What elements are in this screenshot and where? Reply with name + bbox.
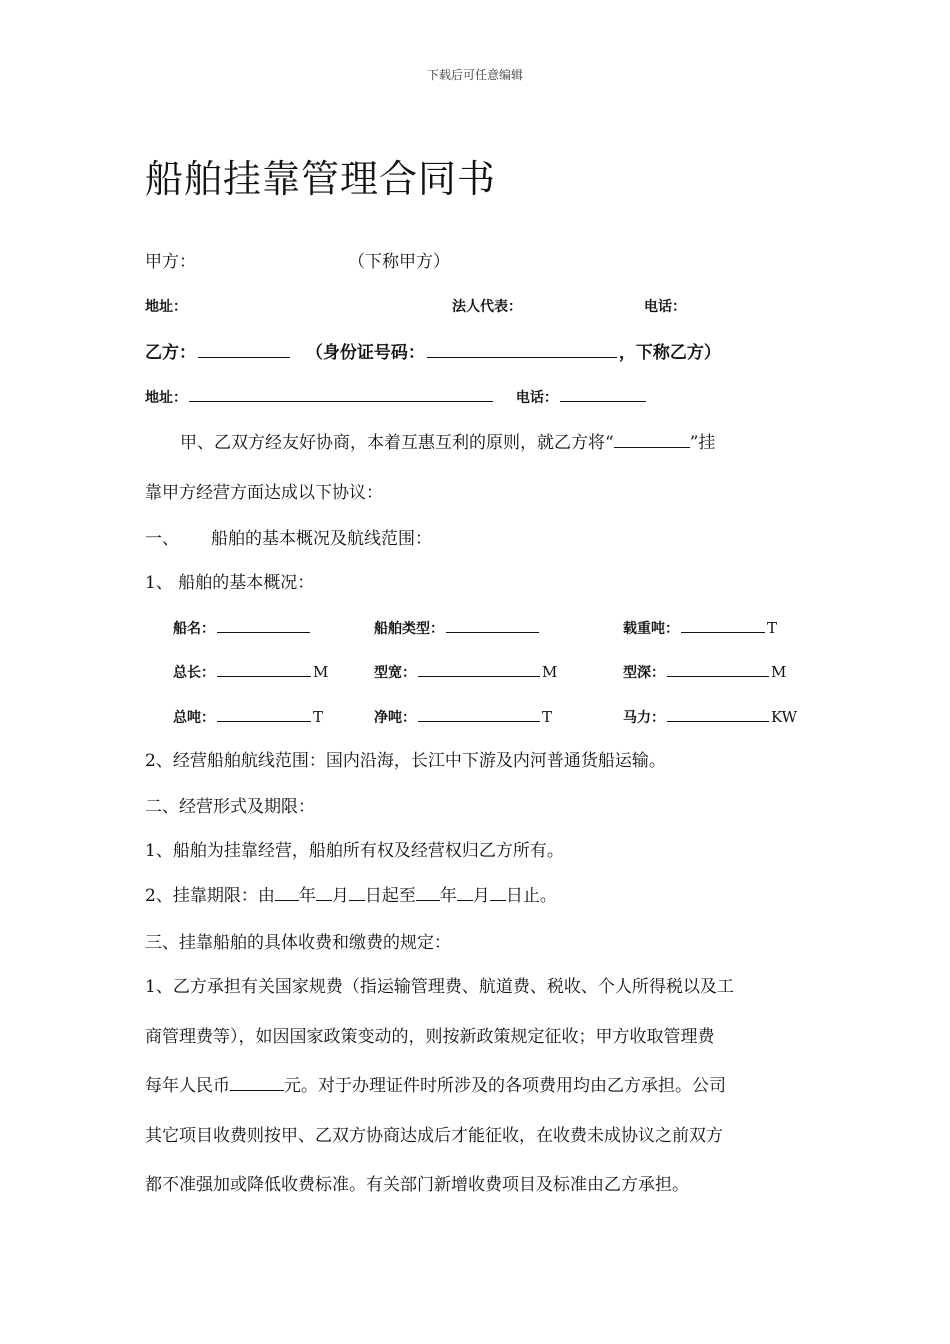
year-label: 年 xyxy=(298,886,316,906)
section3-line1: 1、乙方承担有关国家规费（指运输管理费、航道费、税收、个人所得税以及工 xyxy=(145,977,734,997)
section3-line2: 商管理费等），如因国家政策变动的，则按新政策规定征收；甲方收取管理费 xyxy=(145,1027,715,1047)
section1-heading-num: 一、 xyxy=(145,529,179,549)
ship-length-field xyxy=(173,660,328,682)
party-a-address-label: 地址： xyxy=(145,299,187,315)
ship-length-unit: M xyxy=(313,663,329,681)
ship-length-input[interactable] xyxy=(217,660,311,677)
party-b-id-field[interactable] xyxy=(427,341,617,358)
party-b-address-label: 地址： xyxy=(145,390,187,406)
ship-length-label: 总长： xyxy=(173,665,215,681)
ship-dwt-unit: T xyxy=(767,619,778,637)
party-a-phone-label: 电话： xyxy=(644,299,686,315)
ship-net-field xyxy=(374,705,552,727)
party-a-suffix: （下称甲方） xyxy=(348,252,450,272)
party-a-label: 甲方： xyxy=(145,252,196,272)
ship-gross-field xyxy=(173,705,323,727)
end-year-blank[interactable] xyxy=(416,884,440,901)
party-b-address-field[interactable] xyxy=(189,385,493,402)
ship-dwt-field xyxy=(623,616,777,638)
ship-dwt-input[interactable] xyxy=(681,616,765,633)
ship-net-label: 净吨： xyxy=(374,710,416,726)
ship-width-field xyxy=(374,660,557,682)
ship-depth-field xyxy=(623,660,786,682)
route-text: 2、经营船舶航线范围：国内沿海，长江中下游及内河普通货船运输。 xyxy=(145,751,666,771)
ship-name-input[interactable] xyxy=(217,616,310,633)
section1-heading: 船舶的基本概况及航线范围： xyxy=(211,529,432,549)
section1-item1: 1、 船舶的基本概况： xyxy=(145,573,315,593)
ship-type-label: 船舶类型： xyxy=(374,621,444,637)
ship-width-input[interactable] xyxy=(418,660,540,677)
intro-line2: 靠甲方经营方面达成以下协议： xyxy=(145,483,383,503)
page-title: 船舶挂靠管理合同书 xyxy=(145,157,497,201)
ship-depth-unit: M xyxy=(771,663,787,681)
ship-net-unit: T xyxy=(542,708,553,726)
ship-depth-label: 型深： xyxy=(623,665,665,681)
party-b-name-field[interactable] xyxy=(198,341,290,358)
section3-heading: 三、挂靠船舶的具体收费和缴费的规定： xyxy=(145,933,451,953)
end-day-blank[interactable] xyxy=(490,884,506,901)
header-note: 下载后可任意编辑 xyxy=(426,68,523,82)
month-label: 月 xyxy=(472,886,490,906)
party-b-id-label: （身份证号码： xyxy=(305,343,425,363)
party-b-suffix: ，下称乙方） xyxy=(618,343,721,363)
party-b-line xyxy=(145,338,721,363)
ship-net-input[interactable] xyxy=(418,705,540,722)
party-b-phone-field[interactable] xyxy=(560,385,646,402)
party-b-address-line xyxy=(145,385,648,407)
year-label: 年 xyxy=(439,886,457,906)
section2-heading: 二、经营形式及期限： xyxy=(145,797,315,817)
fee-label: 每年人民币 xyxy=(145,1076,230,1096)
end-month-blank[interactable] xyxy=(457,884,473,901)
ship-gross-label: 总吨： xyxy=(173,710,215,726)
annual-fee-blank[interactable] xyxy=(230,1074,284,1091)
section3-line3 xyxy=(145,1071,726,1096)
start-day-blank[interactable] xyxy=(349,884,365,901)
ship-type-input[interactable] xyxy=(446,616,539,633)
section3-line5: 都不准强加或降低收费标准。有关部门新增收费项目及标准由乙方承担。 xyxy=(145,1175,689,1195)
section2-item1: 1、船舶为挂靠经营，船舶所有权及经营权归乙方所有。 xyxy=(145,841,564,861)
ship-width-unit: M xyxy=(542,663,558,681)
ship-name-blank[interactable] xyxy=(614,431,690,448)
intro-line1-end: ”挂 xyxy=(689,433,716,453)
ship-depth-input[interactable] xyxy=(667,660,769,677)
ship-power-input[interactable] xyxy=(667,705,769,722)
ship-gross-unit: T xyxy=(313,708,324,726)
day-from-label: 日起至 xyxy=(364,886,416,906)
day-to-label: 日止。 xyxy=(505,886,557,906)
ship-type-field xyxy=(374,616,541,638)
start-year-blank[interactable] xyxy=(275,884,299,901)
ship-dwt-label: 载重吨： xyxy=(623,621,679,637)
section2-item2 xyxy=(145,881,557,906)
ship-power-unit: KW xyxy=(771,708,798,726)
ship-power-field xyxy=(623,705,797,727)
fee-text: 元。对于办理证件时所涉及的各项费用均由乙方承担。公司 xyxy=(284,1076,726,1096)
section3-line4: 其它项目收费则按甲、乙双方协商达成后才能征收，在收费未成协议之前双方 xyxy=(145,1126,723,1146)
ship-power-label: 马力： xyxy=(623,710,665,726)
ship-gross-input[interactable] xyxy=(217,705,311,722)
party-b-label: 乙方： xyxy=(145,343,196,363)
ship-name-field xyxy=(173,616,312,638)
intro-line1 xyxy=(180,428,715,453)
intro-line1-text: 甲、乙双方经友好协商，本着互惠互利的原则，就乙方将“ xyxy=(180,433,614,453)
party-b-phone-label: 电话： xyxy=(515,390,558,406)
ship-width-label: 型宽： xyxy=(374,665,416,681)
ship-name-label: 船名： xyxy=(173,621,215,637)
start-month-blank[interactable] xyxy=(316,884,332,901)
month-label: 月 xyxy=(331,886,349,906)
party-a-legal-rep-label: 法人代表： xyxy=(452,299,522,315)
term-label: 2、挂靠期限：由 xyxy=(145,886,275,906)
